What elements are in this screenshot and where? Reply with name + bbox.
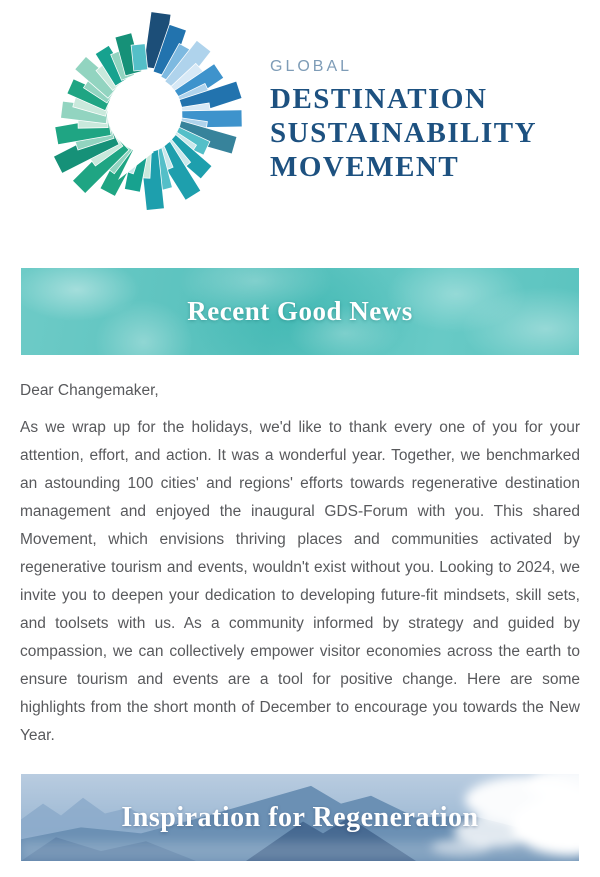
brand-title	[270, 82, 537, 184]
letter-paragraph: As we wrap up for the holidays, we'd like to thank every one of you for your attention, effort, and action. It was a wonderful year. Together, we benchmarked an astounding 100 cities' and regions' efforts towards regenerative destination management and enjoyed the inaugural GDS-Forum with you. This shared Movement, which envisions thriving places and communities activated by regenerative tourism and events, wouldn't exist without you. Looking to 2024, we invite you to deepen your dedication to developing future-fit mindsets, skill sets, and toolsets with us. As a community informed by strategy and guided by compassion, we can collectively empower visitor economies across the earth to ensure tourism and events are a tool for positive change. Here are some highlights from the short month of December to encourage you towards the New Year.	[20, 419, 580, 744]
letter-body	[0, 355, 600, 750]
recent-good-news-banner[interactable]	[21, 268, 579, 355]
logo-center-shape	[115, 84, 175, 153]
inspiration-banner[interactable]	[21, 774, 579, 861]
brand-text	[270, 8, 537, 184]
inspiration-title: Inspiration for Regeneration	[121, 801, 479, 833]
brand-header	[0, 0, 600, 236]
brand-title-line-1: DESTINATION	[270, 83, 488, 115]
recent-good-news-title: Recent Good News	[187, 296, 413, 326]
gds-spiral-logo-icon[interactable]	[18, 8, 258, 236]
brand-title-line-2: SUSTAINABILITY	[270, 117, 538, 149]
brand-global-label: GLOBAL	[270, 58, 353, 75]
brand-title-line-3: MOVEMENT	[270, 151, 460, 183]
greeting-text: Dear Changemaker,	[20, 382, 159, 399]
